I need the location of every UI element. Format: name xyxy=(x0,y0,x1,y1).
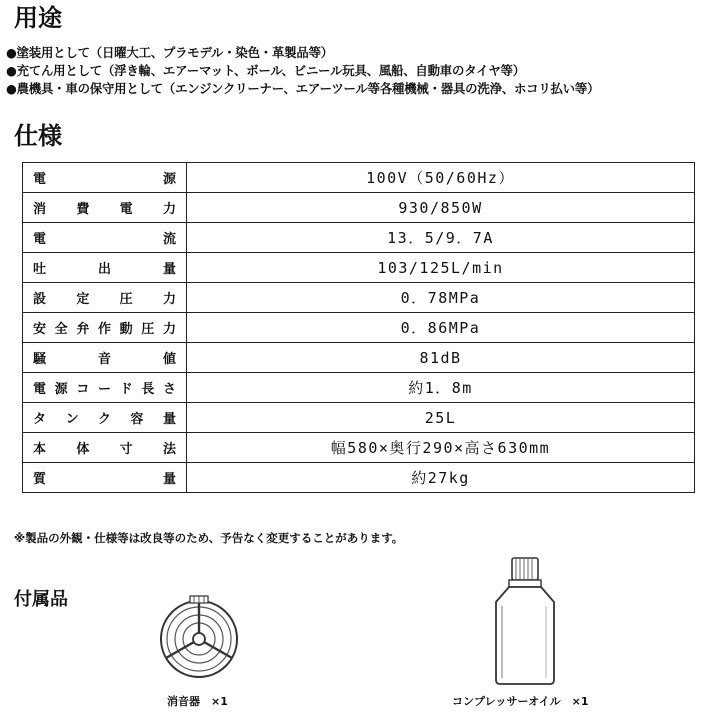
spec-value: 100V（50/60Hz） xyxy=(187,163,695,193)
spec-value: 約1．8m xyxy=(187,373,695,403)
usage-list xyxy=(6,44,718,98)
spec-label: 設定圧力 xyxy=(23,283,187,313)
spec-value: 81dB xyxy=(187,343,695,373)
spec-row xyxy=(23,223,695,253)
spec-row xyxy=(23,253,695,283)
spec-value: 0．86MPa xyxy=(187,313,695,343)
spec-label: 本体寸法 xyxy=(23,433,187,463)
spec-label: 電源コード長さ xyxy=(23,373,187,403)
spec-row xyxy=(23,373,695,403)
spec-note: ※製品の外観・仕様等は改良等のため、予告なく変更することがあります。 xyxy=(14,531,404,545)
spec-label: 電源 xyxy=(23,163,187,193)
spec-label: 安全弁作動圧力 xyxy=(23,313,187,343)
spec-row xyxy=(23,283,695,313)
spec-label: 質量 xyxy=(23,463,187,493)
spec-value: 103/125L/min xyxy=(187,253,695,283)
spec-row xyxy=(23,403,695,433)
spec-value: 約27kg xyxy=(187,463,695,493)
spec-value: 25L xyxy=(187,403,695,433)
silencer-icon xyxy=(154,594,244,684)
spec-label: 騒音値 xyxy=(23,343,187,373)
spec-label: タンク容量 xyxy=(23,403,187,433)
spec-label: 吐出量 xyxy=(23,253,187,283)
spec-row xyxy=(23,313,695,343)
spec-table xyxy=(22,162,695,493)
spec-label: 消費電力 xyxy=(23,193,187,223)
spec-value: 13．5/9．7A xyxy=(187,223,695,253)
spec-row xyxy=(23,343,695,373)
usage-item: ●充てん用として（浮き輪、エアーマット、ボール、ビニール玩具、風船、自動車のタイヤ等） xyxy=(6,63,525,78)
spec-heading: 仕様 xyxy=(14,122,62,150)
spec-row xyxy=(23,433,695,463)
oil-bottle-label: コンプレッサーオイル ×1 xyxy=(452,695,589,708)
spec-value: 930/850W xyxy=(187,193,695,223)
usage-item: ●塗装用として（日曜大工、プラモデル・染色・革製品等） xyxy=(6,45,333,60)
usage-heading: 用途 xyxy=(14,4,62,32)
usage-item: ●農機具・車の保守用として（エンジンクリーナー、エアーツール等各種機械・器具の洗浄、ホコリ払い等） xyxy=(6,81,600,96)
spec-value: 0．78MPa xyxy=(187,283,695,313)
oil-bottle-icon xyxy=(490,556,560,686)
spec-row xyxy=(23,193,695,223)
spec-label: 電流 xyxy=(23,223,187,253)
spec-row xyxy=(23,463,695,493)
accessories-heading: 付属品 xyxy=(14,589,68,610)
spec-value: 幅580×奥行290×高さ630mm xyxy=(187,433,695,463)
silencer-label: 消音器 ×1 xyxy=(167,695,228,708)
spec-row xyxy=(23,163,695,193)
